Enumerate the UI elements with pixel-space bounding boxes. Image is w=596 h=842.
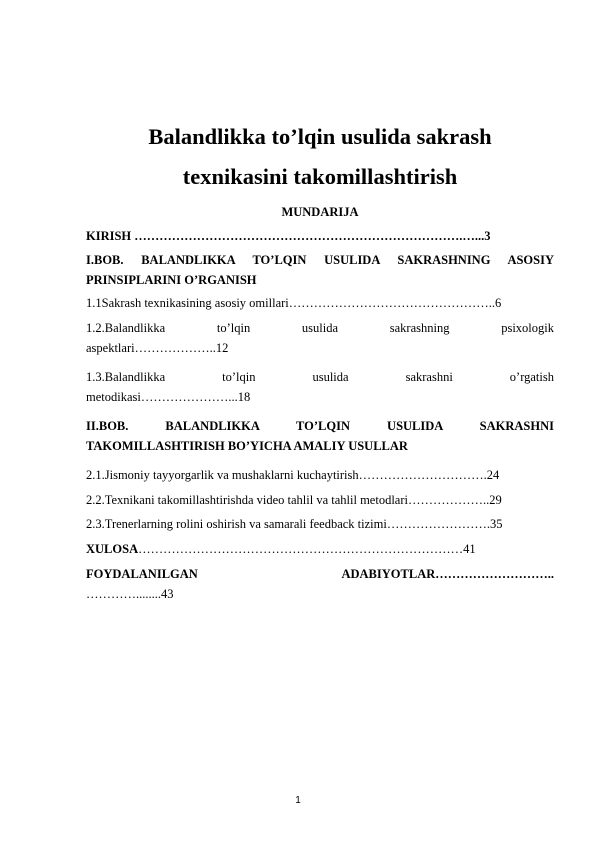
- toc-entry-chapter-2: [86, 416, 554, 456]
- toc-entry-1-3: [86, 367, 554, 407]
- page-number: 1: [295, 795, 301, 806]
- toc-entry-2-2: 2.2.Texnikani takomillashtirishda video tahlil va tahlil metodlari………………..29: [86, 493, 502, 507]
- section-1-2-line-1: 1.2.Balandlikka to’lqin usulida sakrashning psixologik: [86, 321, 554, 335]
- toc-entry-1-1: 1.1Sakrash texnikasining asosiy omillari…………………………………………..6: [86, 296, 502, 310]
- toc-entry-kirish: KIRISH …………………………………………………………………….…...3: [86, 229, 491, 243]
- toc-heading: MUNDARIJA: [281, 205, 359, 219]
- chapter-2-title-line-2: TAKOMILLASHTIRISH BO’YICHA AMALIY USULLAR: [86, 439, 408, 453]
- toc-entry-2-3: 2.3.Trenerlarning rolini oshirish va samarali feedback tizimi…………………….35: [86, 517, 503, 531]
- section-1-3-line-1: 1.3.Balandlikka to’lqin usulida sakrashni o’rgatish: [86, 370, 554, 384]
- toc-entry-xulosa: [86, 539, 554, 559]
- document-title-line-2: texnikasini takomillashtirish: [182, 164, 458, 189]
- section-1-3-line-2: metodikasi…………………...18: [86, 390, 251, 404]
- section-1-2-line-2: aspektlari………………..12: [86, 341, 229, 355]
- xulosa-leader: ……………………………………………………………………41: [138, 542, 476, 556]
- chapter-1-title-line-2: PRINSIPLARINI O’RGANISH: [86, 273, 257, 287]
- toc-entry-foydalanilgan-adabiyotlar: [86, 564, 554, 604]
- foydalanilgan-line-2: …………........43: [86, 587, 174, 601]
- xulosa-label: XULOSA: [86, 542, 139, 556]
- document-title-line-1: Balandlikka to’lqin usulida sakrash: [148, 124, 492, 149]
- toc-entry-2-1: 2.1.Jismoniy tayyorgarlik va mushaklarni kuchaytirish………………………….24: [86, 468, 500, 482]
- toc-entry-1-2: [86, 318, 554, 358]
- toc-entry-chapter-1: [86, 250, 554, 290]
- chapter-2-title-line-1: II.BOB. BALANDLIKKA TO’LQIN USULIDA SAKRASHNI: [86, 419, 554, 433]
- foydalanilgan-line-1: FOYDALANILGAN ADABIYOTLAR………………………..: [86, 567, 554, 581]
- chapter-1-title-line-1: I.BOB. BALANDLIKKA TO’LQIN USULIDA SAKRASHNING ASOSIY: [86, 253, 554, 267]
